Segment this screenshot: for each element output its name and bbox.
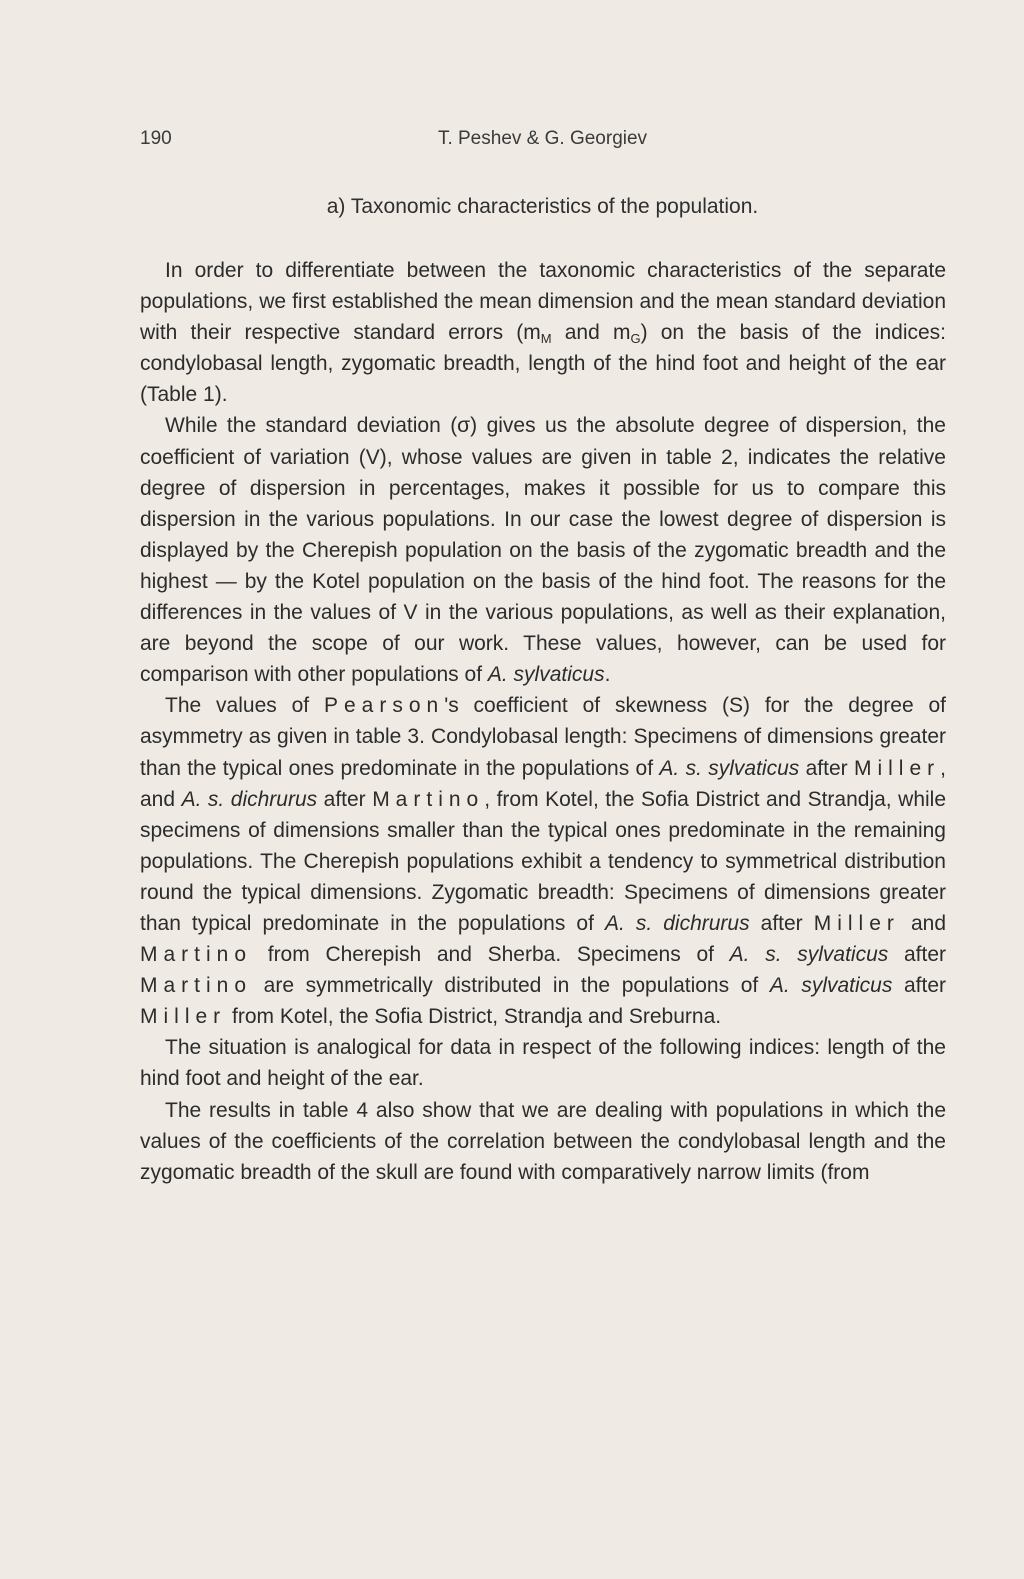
running-head-authors: T. Peshev & G. Georgiev [437, 128, 648, 149]
spaced-author-name: Martino [140, 943, 253, 967]
spaced-author-name: Miller [813, 911, 900, 935]
body-text [140, 255, 946, 1188]
text-run: The situation is analogical for data in respect of the following indices: length of the hind foot and height of the ear. [140, 1036, 946, 1091]
spaced-author-name: Miller [853, 756, 941, 780]
text-run: from Kotel, the Sofia District, Strandja and Sreburna. [226, 1005, 722, 1029]
text-run: after [749, 911, 814, 935]
spaced-author-name: Miller [140, 1005, 227, 1029]
subscript: G [630, 331, 641, 347]
text-run: While the standard deviation (σ) gives us the absolute degree of dispersion, the coefficient of variation (V), whose values are given in table 2, indicates the relative degree of dispersion in percentages, makes it possible for us to compare this dispersion in the various populations. In our case the lowest degree of dispersion is displayed by the Cherepish population on the basis of the zygomatic breadth and the highest — by the Kotel population on the basis of the hind foot. The reasons for the differences in the values of V in the various populations, as well as their explanation, are beyond the scope of our work. These values, however, can be used for comparison with other populations of [140, 414, 946, 687]
text-run: are symmetrically distributed in the populations of [252, 974, 770, 998]
text-run: , and [140, 756, 946, 811]
text-run: and [899, 911, 946, 935]
spaced-author-name: Martino [372, 787, 485, 811]
italic-term: A. sylvaticus [487, 663, 605, 687]
spaced-author-name: Martino [140, 974, 253, 998]
paragraph [140, 1095, 946, 1188]
italic-term: A. s. dichrurus [604, 911, 750, 935]
italic-term: A. s. sylvaticus [659, 756, 800, 780]
paragraph [140, 1032, 946, 1094]
text-run: The results in table 4 also show that we are dealing with populations in which the values of the coefficients of the correlation between the condylobasal length and the zygomatic breadth of the skull are found with comparatively narrow limits (from [140, 1098, 946, 1184]
page-number: 190 [140, 128, 172, 149]
paragraph [140, 690, 946, 1032]
text-run: after [888, 943, 947, 967]
text-run: and m [551, 321, 631, 345]
spaced-author-name: Pearson [323, 694, 445, 718]
paragraph [140, 255, 946, 410]
text-run: after [892, 974, 946, 998]
section-heading: a) Taxonomic characteristics of the population. [326, 195, 759, 218]
text-run: after [799, 756, 854, 780]
text-run: , from Kotel, the Sofia District and Strandja, while specimens of dimensions smaller than the typical ones predominate in the remaining populations. The Cherepish populations exhibit a tendency to symmetrical distribution round the typical dimensions. Zygomatic breadth: Specimens of dimensions greater than typical predominate in the populations of [140, 787, 947, 935]
subscript: M [540, 331, 552, 347]
text-run: The values of [165, 694, 324, 718]
italic-term: A. s. dichrurus [181, 787, 318, 811]
text-run: from Cherepish and Sherba. Specimens of [252, 943, 730, 967]
text-run: 's coefficient of skewness (S) for the degree of asymmetry as given in table 3. Condylobasal length: Specimens of dimensions greater than the typical ones predominate in the populations of [140, 694, 947, 780]
text-run: . [604, 663, 611, 687]
text-run: ) on the basis of the indices: condylobasal length, zygomatic breadth, length of the hind foot and height of the ear (Table 1). [140, 321, 946, 407]
italic-term: A. s. sylvaticus [729, 943, 889, 967]
paragraph [140, 410, 946, 690]
text-run: In order to differentiate between the taxonomic characteristics of the separate populations, we first established the mean dimension and the mean standard deviation with their respective standard errors (m [140, 259, 946, 345]
italic-term: A. sylvaticus [769, 974, 893, 998]
running-head [140, 128, 945, 154]
text-run: after [317, 787, 373, 811]
